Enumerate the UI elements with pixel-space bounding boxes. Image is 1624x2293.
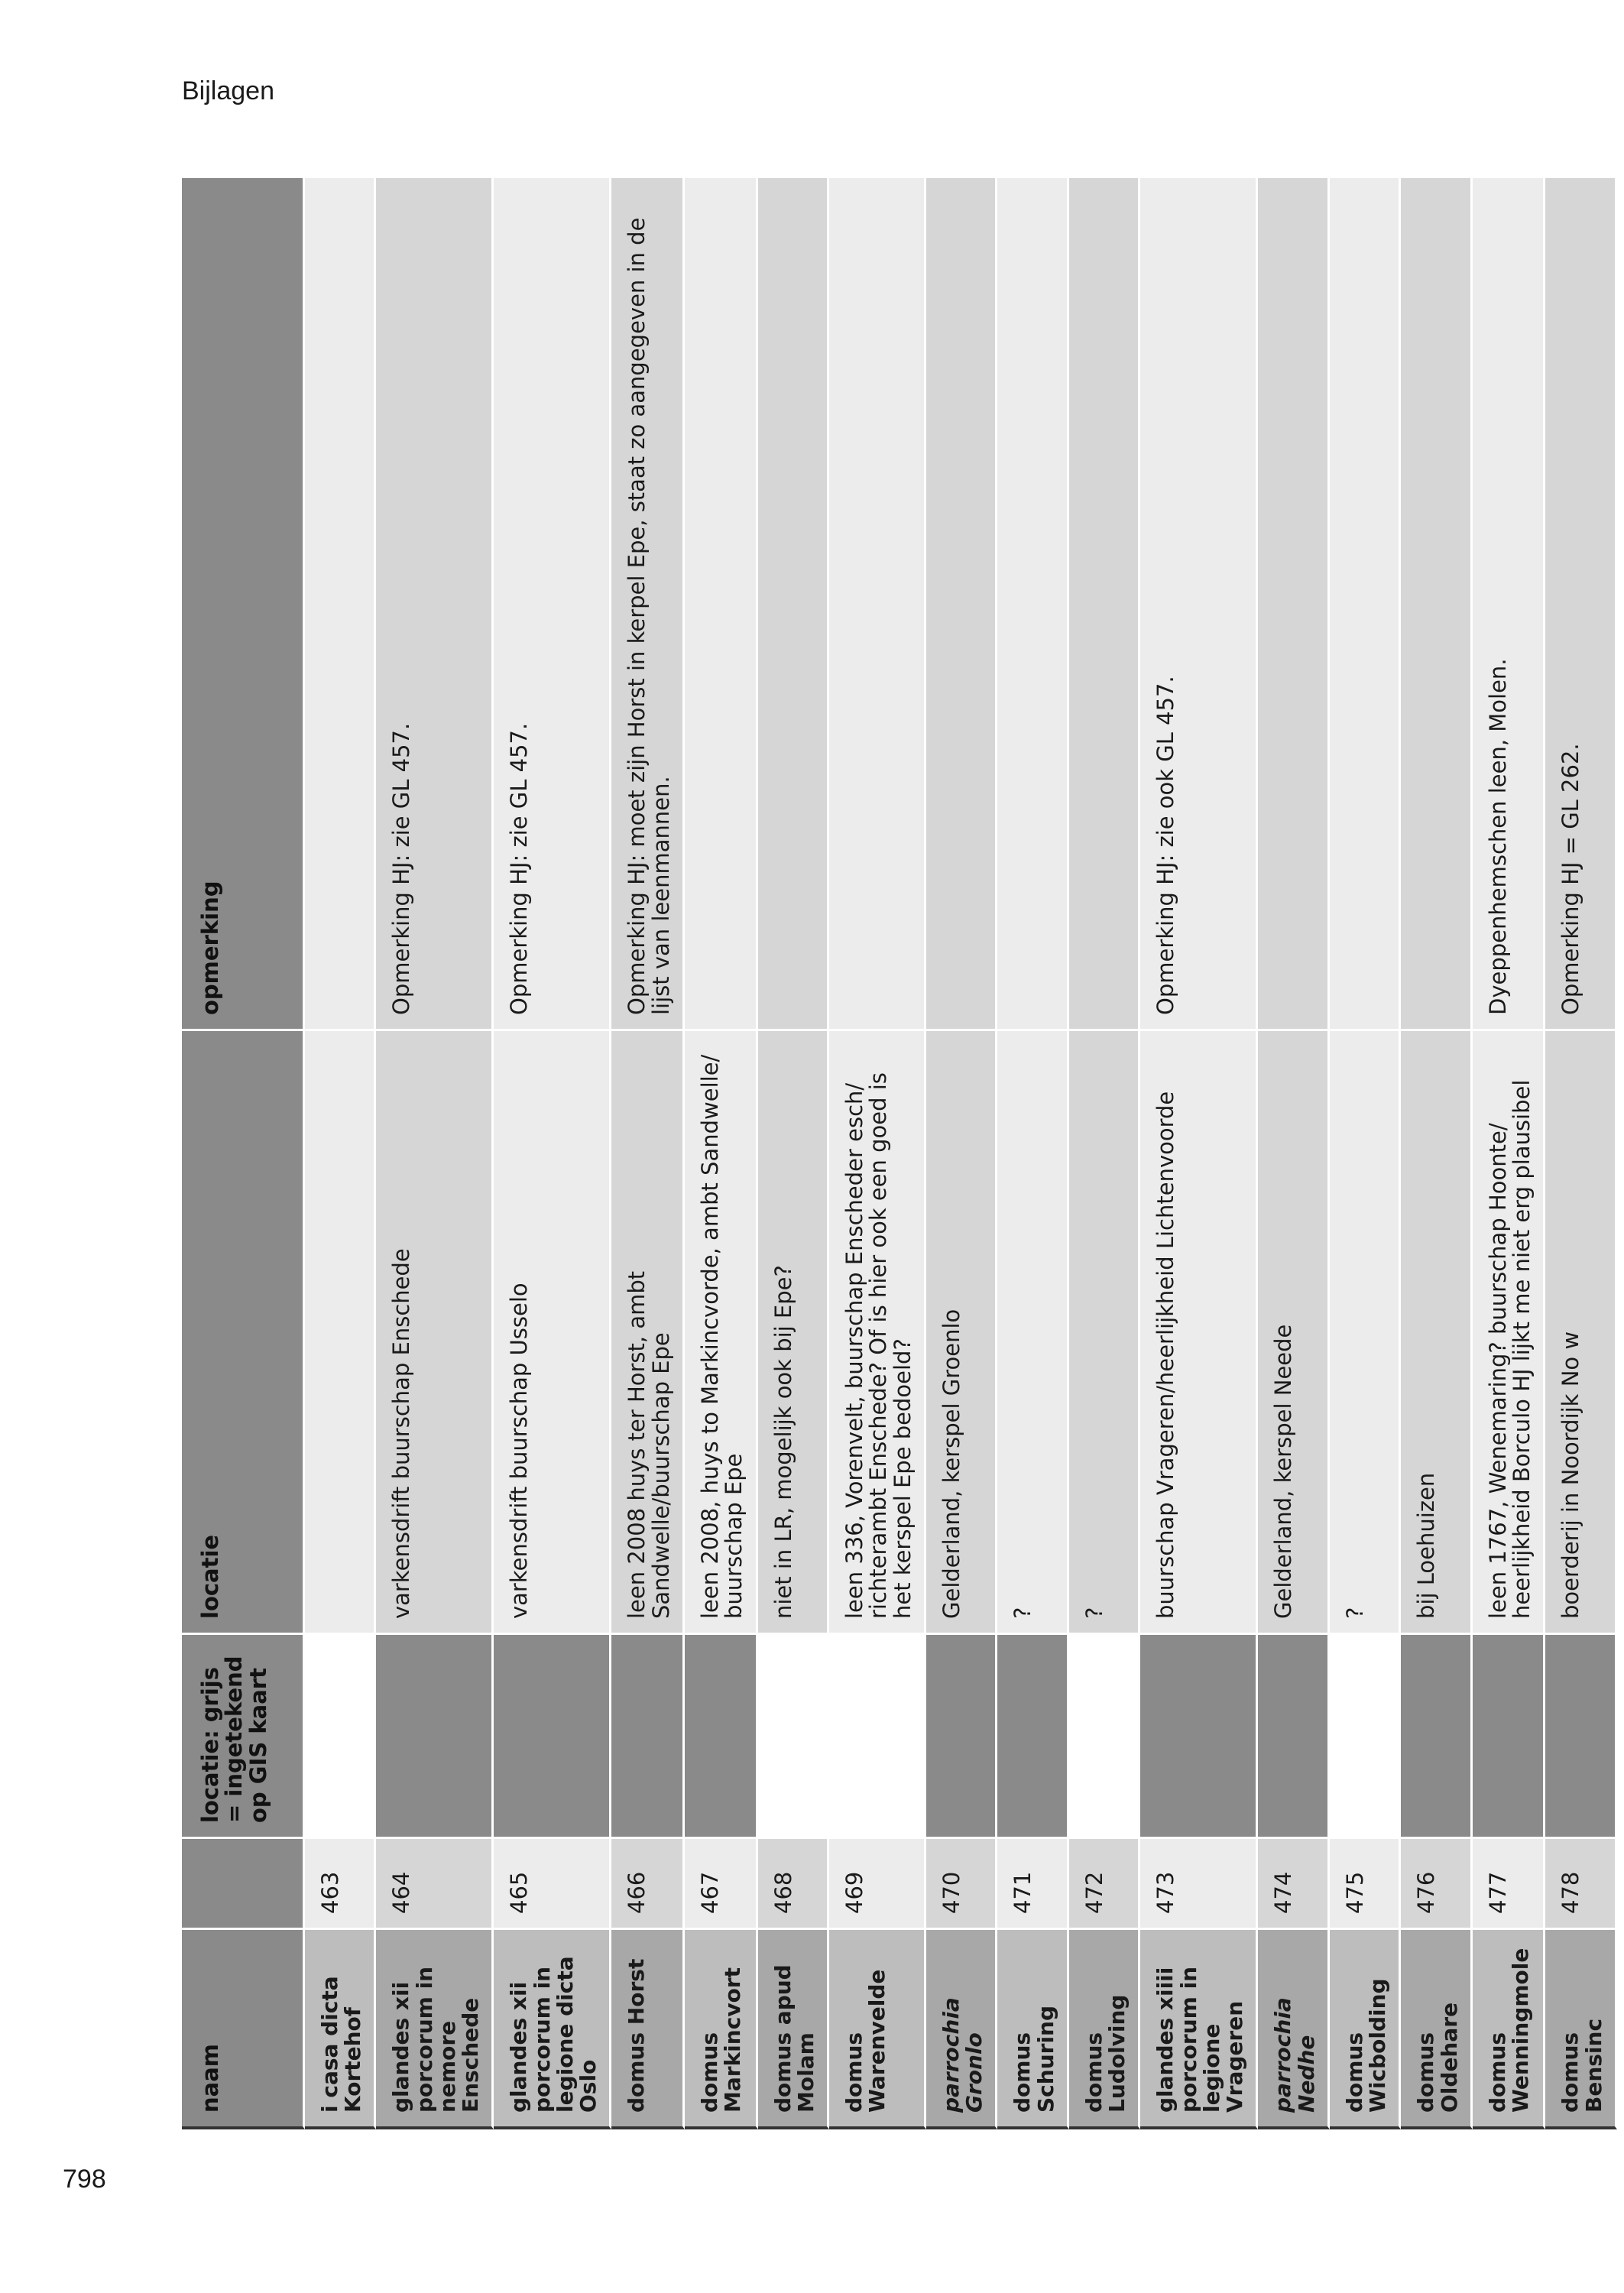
cell-nr: 469 (829, 1837, 926, 1928)
cell-naam: parrochia Nedhe (1258, 1928, 1329, 2129)
table-row (1401, 176, 1472, 2129)
cell-naam: domus Horst (611, 1928, 685, 2129)
running-head: Bijlagen (182, 76, 274, 105)
cell-naam: domus Warenvelde (829, 1928, 926, 2129)
cell-nr: 464 (376, 1837, 494, 1928)
cell-gis-indicator (1069, 1633, 1140, 1837)
cell-nr: 478 (1545, 1837, 1616, 1928)
cell-gis-indicator (376, 1633, 494, 1837)
cell-gis-indicator (685, 1633, 758, 1837)
cell-nr: 466 (611, 1837, 685, 1928)
table-row (685, 176, 758, 2129)
cell-opmerking (1401, 176, 1472, 1029)
cell-naam: domus Bensinc (1545, 1928, 1616, 2129)
cell-nr: 467 (685, 1837, 758, 1928)
table-row (829, 176, 926, 2129)
table-row (1545, 176, 1616, 2129)
cell-opmerking (1069, 176, 1140, 1029)
cell-naam: parrochia Gronlo (926, 1928, 997, 2129)
table-row (997, 176, 1068, 2129)
cell-gis-indicator (494, 1633, 611, 1837)
cell-gis-indicator (997, 1633, 1068, 1837)
cell-naam: glandes xii porcorum in legione dicta Oslo (494, 1928, 611, 2129)
cell-gis-indicator (305, 1633, 376, 1837)
cell-opmerking (758, 176, 829, 1029)
cell-opmerking (1330, 176, 1401, 1029)
cell-gis-indicator (1401, 1633, 1472, 1837)
cell-naam: glandes xii porcorum in nemore Enschede (376, 1928, 494, 2129)
cell-nr: 468 (758, 1837, 829, 1928)
table-header-row (182, 176, 305, 2129)
cell-naam: i casa dicta Kortehof (305, 1928, 376, 2129)
cell-locatie: ? (1069, 1029, 1140, 1633)
data-table (182, 176, 1617, 2129)
table-row (611, 176, 685, 2129)
cell-nr: 463 (305, 1837, 376, 1928)
table-row (758, 176, 829, 2129)
header-naam: naam (182, 1928, 305, 2129)
cell-locatie: buurschap Vrageren/heerlijkheid Lichtenvoorde (1140, 1029, 1258, 1633)
cell-nr: 465 (494, 1837, 611, 1928)
cell-naam: domus Markincvort (685, 1928, 758, 2129)
cell-gis-indicator (829, 1633, 926, 1837)
table-row (1330, 176, 1401, 2129)
cell-nr: 474 (1258, 1837, 1329, 1928)
cell-nr: 473 (1140, 1837, 1258, 1928)
cell-opmerking (305, 176, 376, 1029)
table-row (1473, 176, 1546, 2129)
cell-locatie: leen 2008 huys ter Horst, ambt Sandwelle/buurschap Epe (611, 1029, 685, 1633)
table-row (1069, 176, 1140, 2129)
cell-gis-indicator (758, 1633, 829, 1837)
table-row (305, 176, 376, 2129)
cell-naam: domus Schuring (997, 1928, 1068, 2129)
cell-gis-indicator (1258, 1633, 1329, 1837)
cell-locatie: niet in LR, mogelijk ook bij Epe? (758, 1029, 829, 1633)
table-row (1258, 176, 1329, 2129)
cell-locatie: ? (1330, 1029, 1401, 1633)
cell-nr: 476 (1401, 1837, 1472, 1928)
rotated-table-container (182, 176, 1606, 2129)
cell-gis-indicator (1545, 1633, 1616, 1837)
cell-nr: 477 (1473, 1837, 1546, 1928)
cell-naam: domus Ludolving (1069, 1928, 1140, 2129)
cell-locatie: ? (997, 1029, 1068, 1633)
cell-gis-indicator (1140, 1633, 1258, 1837)
table-row (926, 176, 997, 2129)
cell-nr: 475 (1330, 1837, 1401, 1928)
header-gis: locatie: grijs = ingetekend op GIS kaart (182, 1633, 305, 1837)
table-row (376, 176, 494, 2129)
cell-naam: domus apud Molam (758, 1928, 829, 2129)
cell-naam: domus Oldehare (1401, 1928, 1472, 2129)
cell-locatie: leen 1767, Wenemaring? buurschap Hoonte/ heerlijkheid Borculo HJ lijkt me niet erg plausibel (1473, 1029, 1546, 1633)
cell-opmerking (997, 176, 1068, 1029)
cell-naam: glandes xiiii porcorum in legione Vrageren (1140, 1928, 1258, 2129)
cell-opmerking (829, 176, 926, 1029)
cell-opmerking: Opmerking HJ = GL 262. (1545, 176, 1616, 1029)
cell-locatie: varkensdrift buurschap Usselo (494, 1029, 611, 1633)
cell-opmerking: Opmerking HJ: zie ook GL 457. (1140, 176, 1258, 1029)
header-locatie: locatie (182, 1029, 305, 1633)
cell-nr: 471 (997, 1837, 1068, 1928)
cell-locatie: leen 336, Vorenvelt, buurschap Enscheder esch/ richterambt Enschede? Of is hier ook een goed is het kerspel Epe bedoeld? (829, 1029, 926, 1633)
table-row (1140, 176, 1258, 2129)
cell-locatie: leen 2008, huys to Markincvorde, ambt Sandwelle/ buurschap Epe (685, 1029, 758, 1633)
cell-naam: domus Wicbolding (1330, 1928, 1401, 2129)
cell-locatie: Gelderland, kerspel Groenlo (926, 1029, 997, 1633)
cell-opmerking: Opmerking HJ: moet zijn Horst in kerpel Epe, staat zo aangegeven in de lijst van leenmannen. (611, 176, 685, 1029)
header-nr (182, 1837, 305, 1928)
cell-opmerking (685, 176, 758, 1029)
cell-locatie: Gelderland, kerspel Neede (1258, 1029, 1329, 1633)
cell-locatie: bij Loehuizen (1401, 1029, 1472, 1633)
cell-nr: 470 (926, 1837, 997, 1928)
cell-opmerking (926, 176, 997, 1029)
cell-locatie: boerderij in Noordijk No w (1545, 1029, 1616, 1633)
cell-opmerking: Dyeppenhemschen leen, Molen. (1473, 176, 1546, 1029)
cell-naam: domus Wenningmole (1473, 1928, 1546, 2129)
table-body (305, 176, 1617, 2129)
cell-gis-indicator (926, 1633, 997, 1837)
cell-gis-indicator (1330, 1633, 1401, 1837)
cell-locatie: varkensdrift buurschap Enschede (376, 1029, 494, 1633)
cell-gis-indicator (1473, 1633, 1546, 1837)
cell-nr: 472 (1069, 1837, 1140, 1928)
cell-opmerking (1258, 176, 1329, 1029)
header-opmerking: opmerking (182, 176, 305, 1029)
cell-gis-indicator (611, 1633, 685, 1837)
cell-opmerking: Opmerking HJ: zie GL 457. (494, 176, 611, 1029)
cell-locatie (305, 1029, 376, 1633)
table-row (494, 176, 611, 2129)
cell-opmerking: Opmerking HJ: zie GL 457. (376, 176, 494, 1029)
page-number: 798 (63, 2165, 106, 2194)
